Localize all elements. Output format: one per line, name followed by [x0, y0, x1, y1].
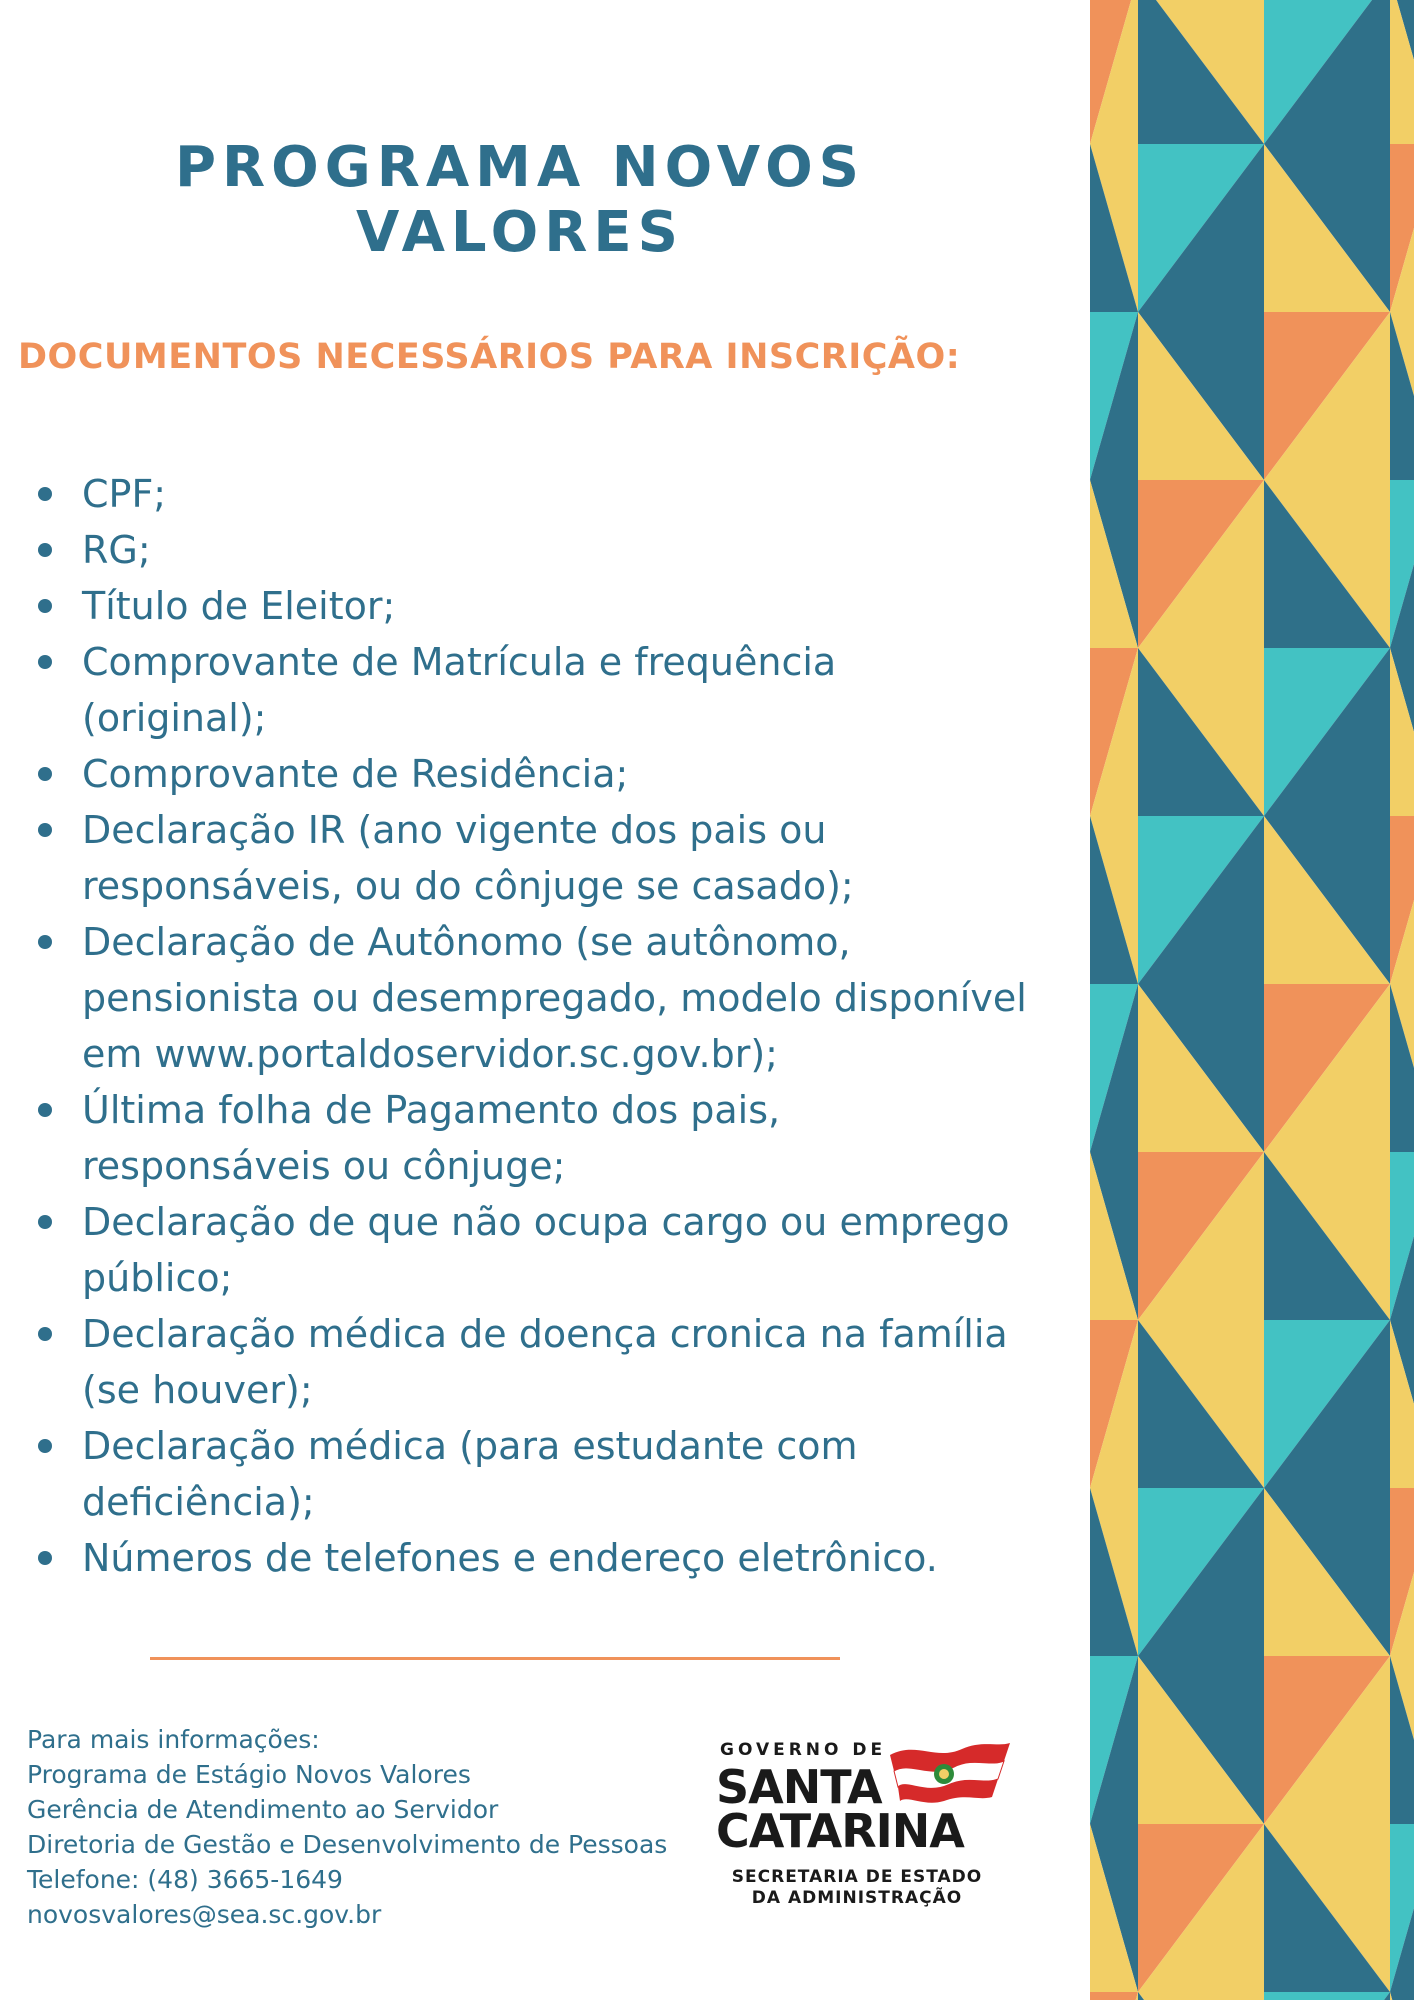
logo-secretaria-line1: SECRETARIA DE ESTADO — [731, 1867, 983, 1887]
pattern-triangle — [1390, 1992, 1414, 2000]
bullet-icon — [38, 655, 52, 669]
government-logo — [712, 1735, 1012, 1915]
list-item-text: Título de Eleitor; — [82, 584, 396, 628]
list-item-text: Declaração de que não ocupa cargo ou emprego público; — [82, 1200, 1010, 1300]
list-item — [82, 1306, 1032, 1418]
list-item — [82, 578, 1032, 634]
list-item — [82, 1530, 1032, 1586]
flag-icon — [886, 1741, 1012, 1803]
contact-directorate: Diretoria de Gestão e Desenvolvimento de Pessoas — [27, 1830, 668, 1859]
list-item — [82, 466, 1032, 522]
bullet-icon — [38, 1439, 52, 1453]
logo-secretaria-line2: DA ADMINISTRAÇÃO — [751, 1888, 963, 1908]
decorative-pattern — [1090, 0, 1414, 2000]
contact-phone: Telefone: (48) 3665-1649 — [27, 1865, 343, 1894]
list-item — [82, 1418, 1032, 1530]
list-item-text: Comprovante de Residência; — [82, 752, 629, 796]
bullet-icon — [38, 487, 52, 501]
bullet-icon — [38, 1327, 52, 1341]
bullet-icon — [38, 1215, 52, 1229]
bullet-icon — [38, 823, 52, 837]
bullet-icon — [38, 1103, 52, 1117]
list-item — [82, 522, 1032, 578]
pattern-triangle — [1090, 1992, 1138, 2000]
logo-governo-text: GOVERNO DE — [720, 1740, 887, 1760]
divider-line — [150, 1657, 840, 1660]
bullet-icon — [38, 599, 52, 613]
list-item-text: Declaração médica (para estudante com deficiência); — [82, 1424, 858, 1524]
contact-management: Gerência de Atendimento ao Servidor — [27, 1795, 499, 1824]
pattern-triangle — [1264, 1992, 1390, 2000]
list-item-text: Declaração de Autônomo (se autônomo, pensionista ou desempregado, modelo disponível em www.portaldoservidor.sc.gov.br); — [82, 920, 1027, 1076]
list-item-text: RG; — [82, 528, 151, 572]
list-item — [82, 914, 1032, 1082]
contact-heading: Para mais informações: — [27, 1725, 320, 1754]
page-title: PROGRAMA NOVOS VALORES — [174, 135, 866, 265]
documents-list — [82, 466, 1032, 1586]
bullet-icon — [38, 1551, 52, 1565]
pattern-triangle — [1138, 1992, 1264, 2000]
list-item-text: Comprovante de Matrícula e frequência (original); — [82, 640, 837, 740]
list-item-text: Declaração médica de doença cronica na família (se houver); — [82, 1312, 1008, 1412]
contact-info — [27, 1722, 677, 1932]
contact-program: Programa de Estágio Novos Valores — [27, 1760, 471, 1789]
list-item-text: CPF; — [82, 472, 167, 516]
contact-email[interactable]: novosvalores@sea.sc.gov.br — [27, 1900, 382, 1929]
list-item — [82, 1194, 1032, 1306]
section-subtitle: DOCUMENTOS NECESSÁRIOS PARA INSCRIÇÃO: — [18, 337, 961, 377]
list-item — [82, 746, 1032, 802]
list-item — [82, 802, 1032, 914]
bullet-icon — [38, 543, 52, 557]
list-item-text: Declaração IR (ano vigente dos pais ou responsáveis, ou do cônjuge se casado); — [82, 808, 854, 908]
bullet-icon — [38, 767, 52, 781]
list-item-text: Última folha de Pagamento dos pais, responsáveis ou cônjuge; — [82, 1088, 781, 1188]
list-item-text: Números de telefones e endereço eletrônico. — [82, 1536, 938, 1580]
logo-santa-text: SANTA — [716, 1760, 882, 1814]
list-item — [82, 1082, 1032, 1194]
list-item — [82, 634, 1032, 746]
bullet-icon — [38, 935, 52, 949]
logo-catarina-text: CATARINA — [716, 1804, 964, 1858]
